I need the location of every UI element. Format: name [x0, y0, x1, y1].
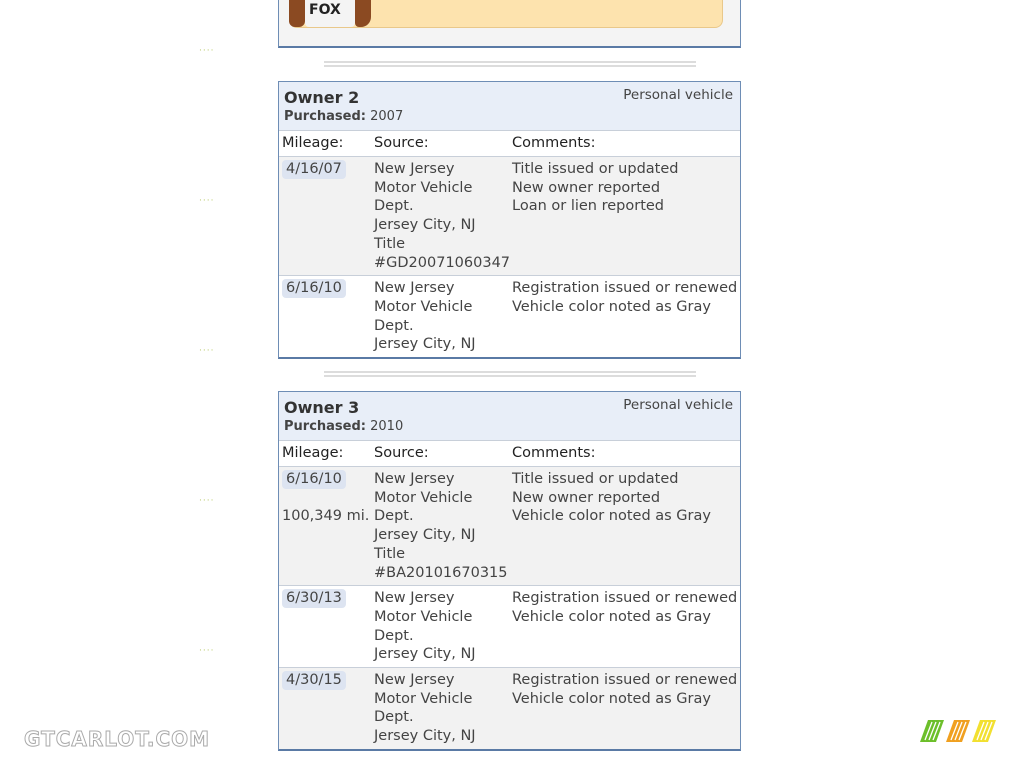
gtcarlot-watermark: GTCARLOT.COM: [24, 727, 211, 751]
decorative-dots: ····: [199, 346, 215, 356]
source-line: Dept.: [374, 317, 414, 334]
comment-line: Registration issued or renewed: [512, 590, 738, 607]
source-line: New Jersey: [374, 471, 455, 487]
record-comments: [512, 589, 737, 626]
comment-line: Vehicle color noted as Gray: [512, 608, 711, 625]
record-date: 4/30/15: [282, 671, 346, 690]
section-divider: [324, 371, 696, 377]
record-source: [374, 470, 508, 582]
col-source: Source:: [374, 445, 429, 461]
source-line: Motor Vehicle: [374, 608, 473, 625]
record-source: [374, 671, 476, 746]
source-line: New Jersey: [374, 280, 455, 297]
purchased-label: Purchased:: [284, 109, 366, 124]
source-line: New Jersey: [374, 590, 455, 607]
source-line: Jersey City, NJ: [374, 646, 476, 663]
comment-line: Loan or lien reported: [512, 198, 665, 215]
col-mileage: Mileage:: [282, 135, 344, 151]
record-date: 6/30/13: [282, 589, 346, 608]
comment-line: Vehicle color noted as Gray: [512, 298, 711, 315]
source-line: Jersey City, NJ: [374, 527, 476, 544]
comment-line: Vehicle color noted as Gray: [512, 508, 711, 525]
owner-card: [278, 391, 741, 751]
history-row: [279, 467, 740, 586]
comment-line: Registration issued or renewed: [512, 280, 738, 297]
record-source: [374, 279, 476, 354]
col-comments: Comments:: [512, 445, 596, 461]
purchased-label: Purchased:: [284, 419, 366, 434]
record-date: 6/16/10: [282, 279, 346, 298]
mascot-shirt-text: FOX: [309, 2, 341, 18]
history-row: [279, 276, 740, 357]
column-headers: [279, 441, 740, 467]
source-line: Motor Vehicle: [374, 690, 473, 707]
source-line: Motor Vehicle: [374, 179, 473, 196]
history-row: [279, 668, 740, 749]
decorative-dots: ····: [199, 496, 215, 506]
comment-line: New owner reported: [512, 489, 661, 506]
purchased-info: [284, 109, 403, 124]
decorative-dots: ····: [199, 646, 215, 656]
source-line: New Jersey: [374, 161, 455, 177]
source-line: Title: [374, 235, 406, 252]
source-line: Dept.: [374, 709, 414, 726]
history-row: [279, 157, 740, 276]
record-date: 4/16/07: [282, 160, 346, 179]
record-comments: [512, 470, 711, 526]
record-comments: [512, 279, 737, 316]
promo-card: [278, 0, 741, 48]
record-source: [374, 589, 476, 664]
source-line: Jersey City, NJ: [374, 217, 476, 234]
carfox-mascot-image: [289, 0, 375, 27]
owner-title: Owner 3: [284, 398, 360, 417]
owner-header: [279, 392, 740, 441]
column-headers: [279, 131, 740, 157]
source-line: New Jersey: [374, 671, 455, 688]
source-line: #BA20101670315: [374, 564, 508, 581]
source-line: Jersey City, NJ: [374, 728, 476, 745]
stripes-logo-icon: [920, 720, 996, 742]
decorative-dots: ····: [199, 46, 215, 56]
source-line: Title: [374, 545, 406, 562]
section-divider: [324, 61, 696, 67]
purchased-value: 2010: [370, 419, 404, 434]
col-mileage: Mileage:: [282, 445, 344, 461]
record-comments: [512, 160, 678, 216]
decorative-dots: ····: [199, 196, 215, 206]
purchased-value: 2007: [370, 109, 404, 124]
comment-line: Title issued or updated: [512, 161, 679, 177]
owner-header: [279, 82, 740, 131]
comment-line: New owner reported: [512, 179, 661, 196]
source-line: Dept.: [374, 627, 414, 644]
source-line: Motor Vehicle: [374, 489, 473, 506]
comment-line: Vehicle color noted as Gray: [512, 690, 711, 707]
owner-title: Owner 2: [284, 88, 360, 107]
record-comments: [512, 671, 737, 708]
purchased-info: [284, 419, 403, 434]
record-date: 6/16/10: [282, 470, 346, 489]
vehicle-type: Personal vehicle: [623, 87, 733, 103]
source-line: Dept.: [374, 198, 414, 215]
source-line: Dept.: [374, 508, 414, 525]
comment-line: Registration issued or renewed: [512, 671, 738, 688]
source-line: Jersey City, NJ: [374, 336, 476, 353]
record-mileage: 100,349 mi.: [282, 508, 370, 525]
source-line: #GD20071060347: [374, 254, 511, 271]
source-line: Motor Vehicle: [374, 298, 473, 315]
record-source: [374, 160, 510, 272]
comment-line: Title issued or updated: [512, 471, 679, 487]
col-comments: Comments:: [512, 135, 596, 151]
history-row: [279, 586, 740, 668]
owner-card: [278, 81, 741, 359]
vehicle-type: Personal vehicle: [623, 397, 733, 413]
col-source: Source:: [374, 135, 429, 151]
